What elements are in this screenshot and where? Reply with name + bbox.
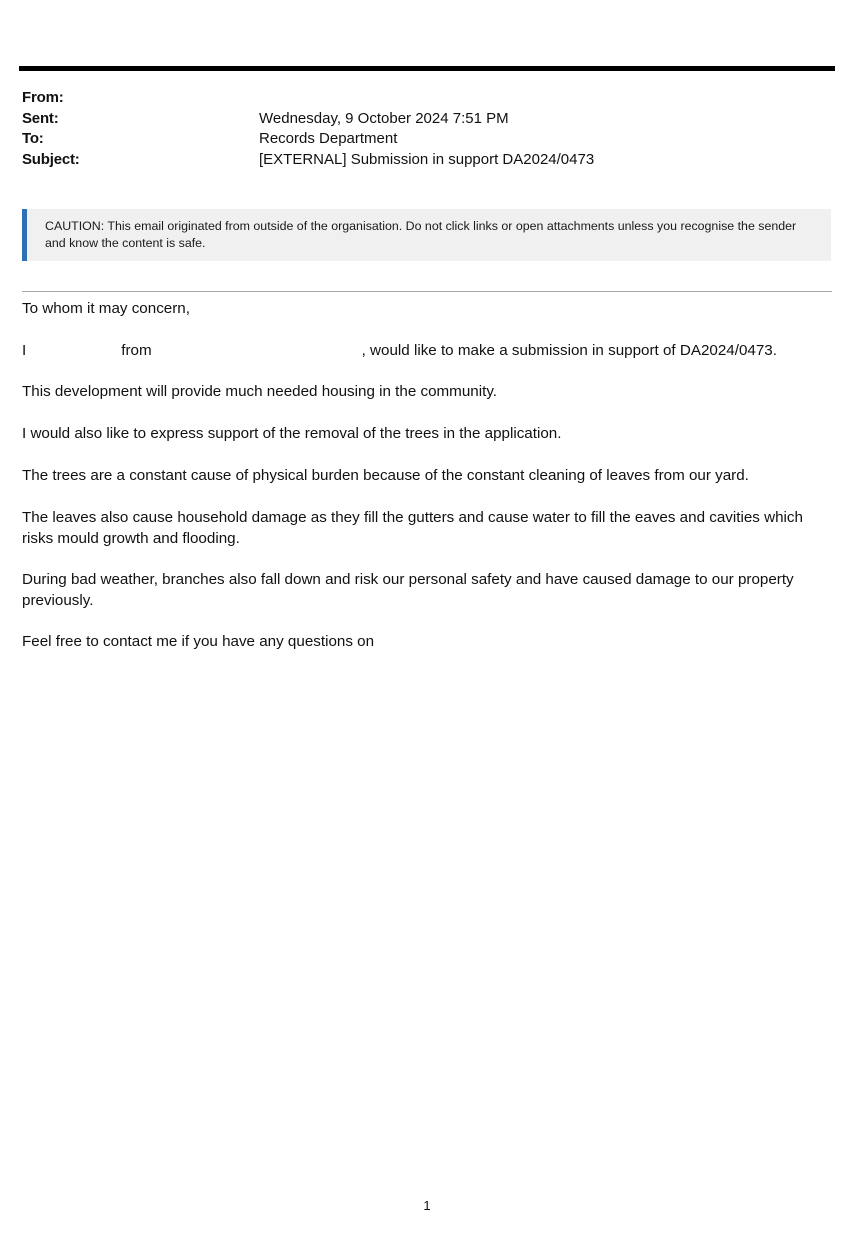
sent-row [22,109,822,130]
header-top-rule [19,66,835,71]
intro-from: from [121,342,152,359]
sent-value: Wednesday, 9 October 2024 7:51 PM [259,109,509,127]
caution-text [45,218,835,252]
to-row [22,129,822,150]
paragraph-housing: This development will provide much needed housing in the community. [22,383,498,400]
caution-line-2: and know the content is safe. [45,236,206,250]
paragraph-bad-weather-line-2: previously. [22,592,94,609]
paragraph-tree-removal: I would also like to express support of the removal of the trees in the application. [22,425,562,442]
email-header [22,88,822,170]
subject-value: [EXTERNAL] Submission in support DA2024/0473 [259,150,595,168]
paragraph-household-damage-line-2: risks mould growth and flooding. [22,530,240,547]
page-number: 1 [423,1198,431,1213]
intro-rest: , would like to make a submission in support of DA2024/0473. [361,342,777,359]
paragraph-bad-weather-line-1: During bad weather, branches also fall down and risk our personal safety and have caused damage to our property [22,571,794,588]
paragraph-physical-burden: The trees are a constant cause of physical burden because of the constant cleaning of leaves from our yard. [22,467,749,484]
paragraph-bad-weather [22,569,834,611]
paragraph-household-damage [22,507,834,549]
subject-row [22,150,822,171]
to-value: Records Department [259,130,398,147]
paragraph-household-damage-line-1: The leaves also cause household damage as they fill the gutters and cause water to fill the eaves and cavities which [22,509,803,526]
greeting: To whom it may concern, [22,300,190,317]
intro-i: I [22,342,27,359]
paragraph-contact: Feel free to contact me if you have any questions on [22,633,375,650]
sent-label: Sent: [22,109,59,127]
intro-line [22,340,834,361]
caution-banner [22,209,831,261]
from-label: From: [22,89,64,106]
to-label: To: [22,130,44,147]
body-separator [22,291,832,292]
from-row [22,88,822,109]
caution-line-1: CAUTION: This email originated from outside of the organisation. Do not click links or open attachments unless you recognise the sender [45,219,797,233]
subject-label: Subject: [22,150,80,168]
